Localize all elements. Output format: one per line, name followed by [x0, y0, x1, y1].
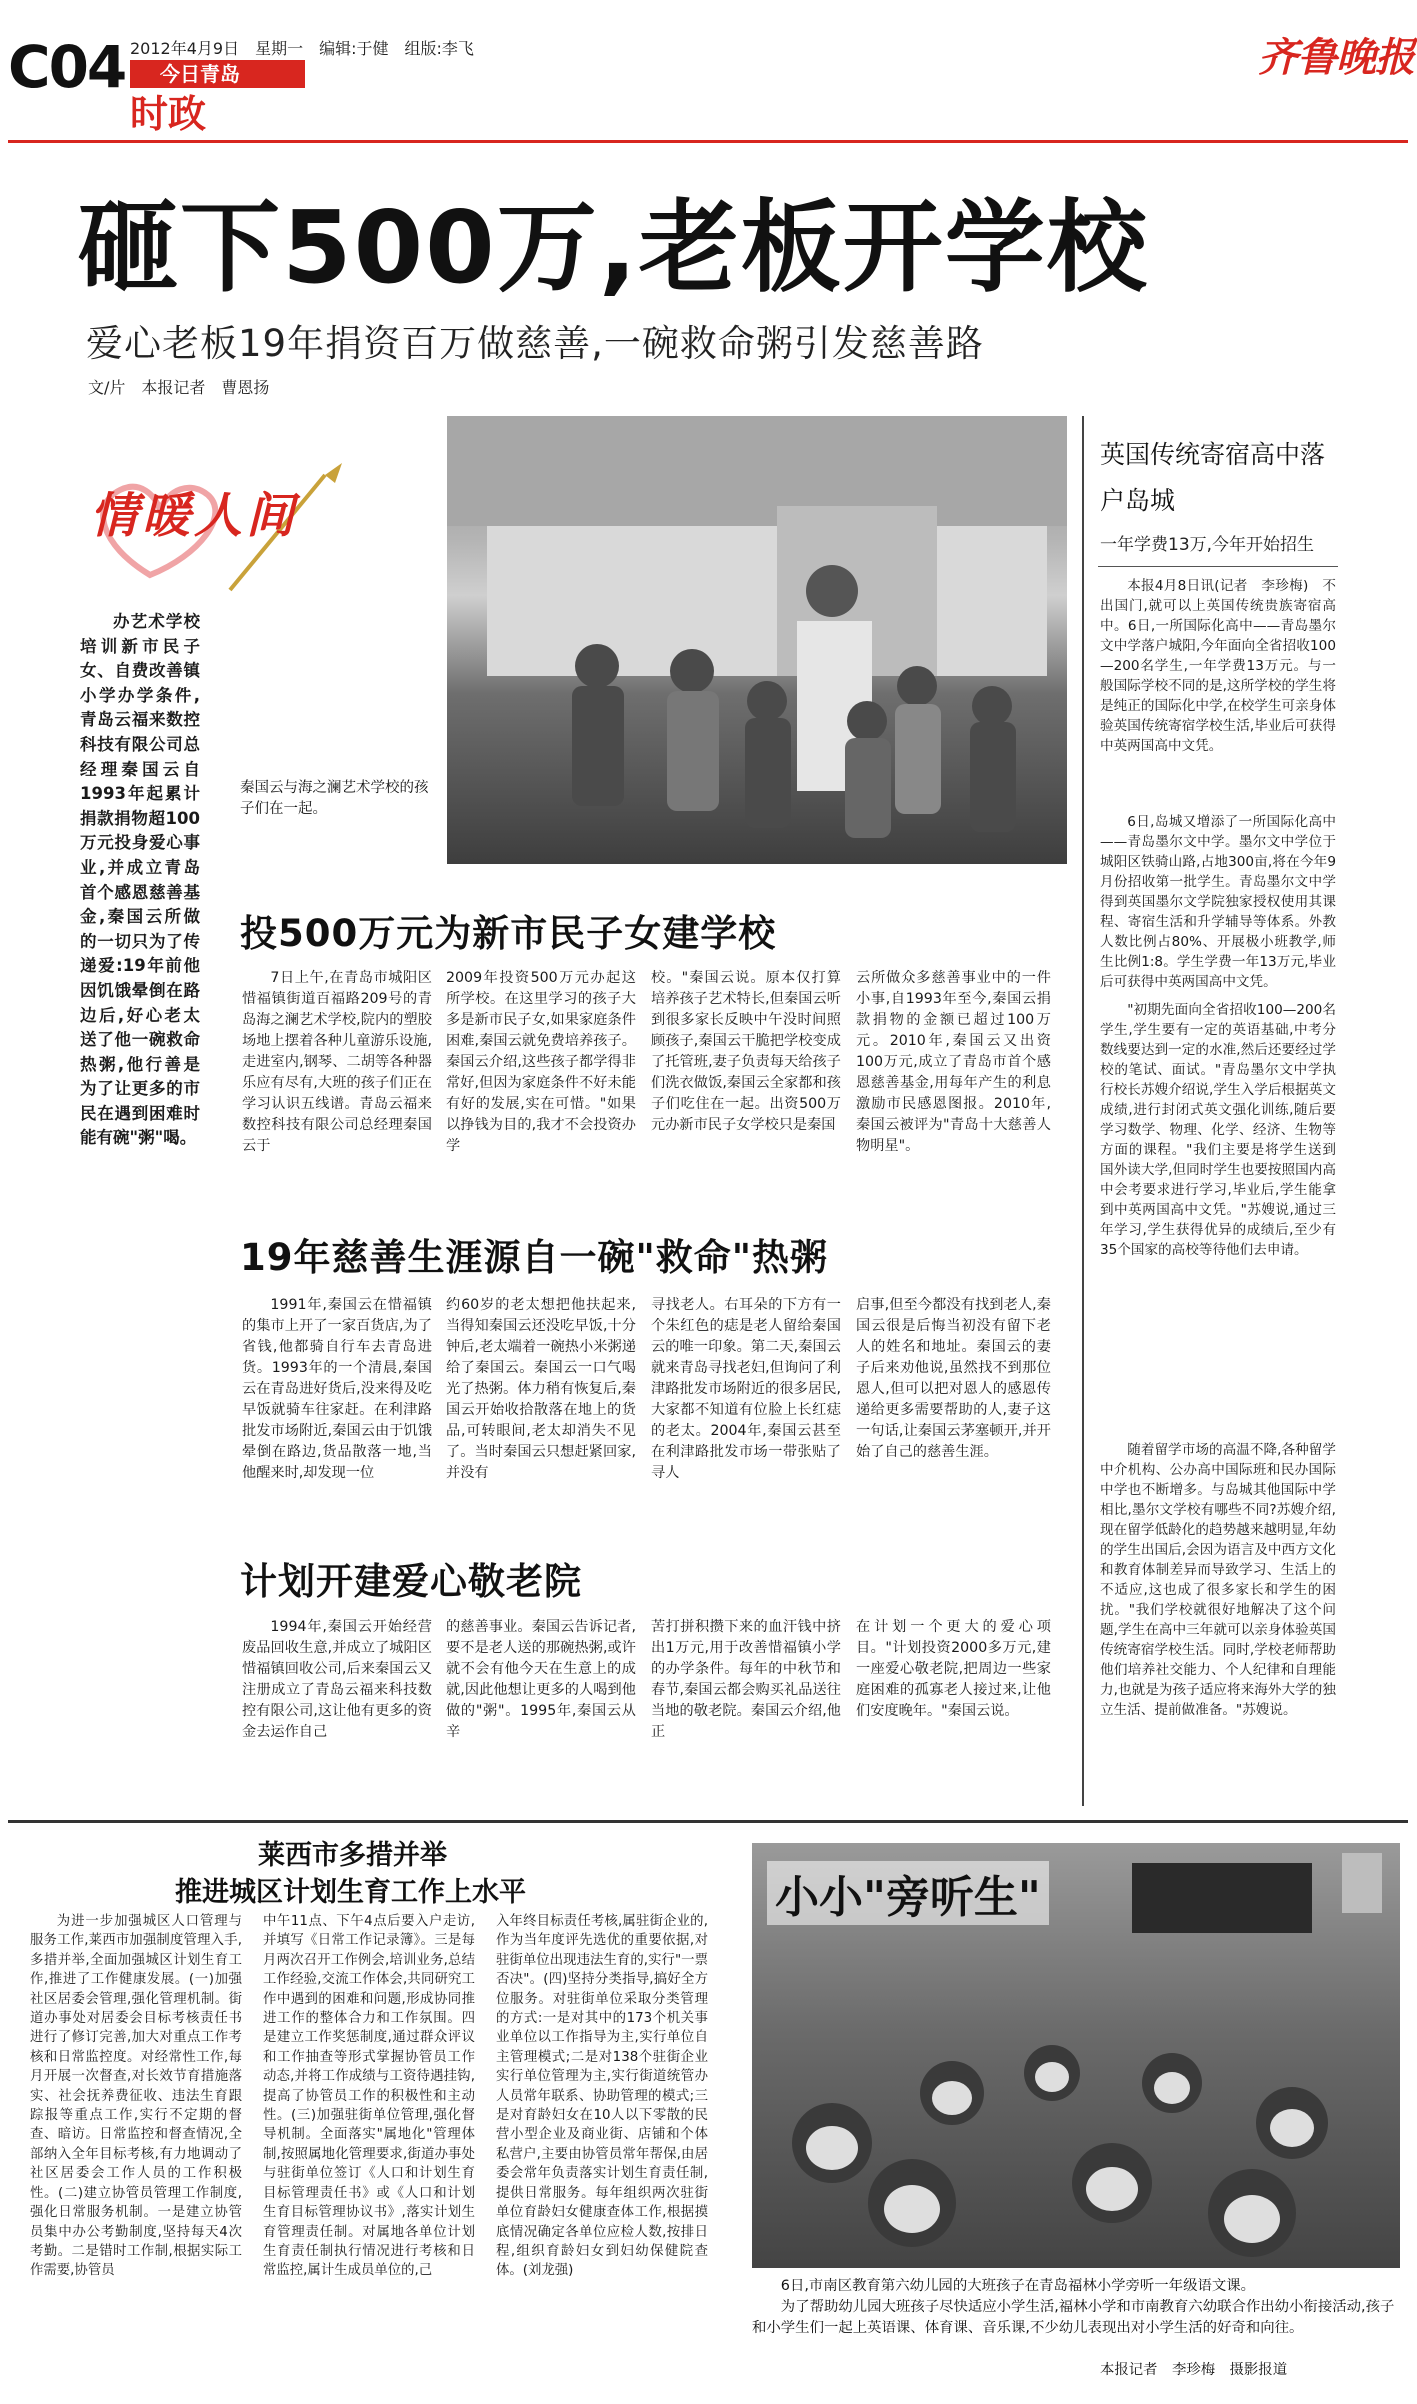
- intro-text: 办艺术学校培训新市民子女、自费改善镇小学办学条件,青岛云福来数控科技有限公司总经理秦国云自1993年起累计捐款捐物超100万元投身爱心事业,并成立青岛首个感恩慈善基金,秦国云所做的一切只为了传递爱:19年前他因饥饿晕倒在路边后,好心老太送了他一碗救命热粥,他行善是为了让更多的市民在遇到困难时能有碗"粥"喝。: [80, 612, 200, 1148]
- section1-col1: 7日上午,在青岛市城阳区惜福镇街道百福路209号的青岛海之澜艺术学校,院内的塑胶场地上摆着各种儿童游乐设施,走进室内,钢琴、二胡等各种器乐应有尽有,大班的孩子们正在学习认识五线谱。青岛云福来数控科技有限公司总经理秦国云于: [242, 970, 432, 1154]
- section2-col2: 约60岁的老太想把他扶起来,当得知秦国云还没吃早饭,十分钟后,老太端着一碗热小米粥递给了秦国云。秦国云一口气喝光了热粥。体力稍有恢复后,秦国云开始收拾散落在地上的货品,可转眼间,老太却消失不见了。当时秦国云只想赶紧回家,并没有: [446, 1297, 636, 1481]
- side-subtitle: 一年学费13万,今年开始招生: [1100, 535, 1315, 555]
- section1-col2: 2009年投资500万元办起这所学校。在这里学习的孩子大多是新市民子女,如果家庭条件困难,秦国云就免费培养孩子。秦国云介绍,这些孩子都学得非常好,但因为家庭条件不好未能有好的发展,实在可惜。"如果以挣钱为目的,我才不会投资办学: [446, 970, 636, 1154]
- photo-scene: [447, 416, 1067, 864]
- side-para2: 6日,岛城又增添了一所国际化高中——青岛墨尔文中学。墨尔文中学位于城阳区铁骑山路,占地300亩,将在今年9月份招收第一批学生。青岛墨尔文中学得到英国墨尔文学院独家授权使用其课程、寄宿生活和升学辅导等体系。外教人数比例占80%、开展极小班教学,师生比例1:8。学生学费一年13万元,毕业后可获得中英两国高中文凭。: [1100, 814, 1336, 990]
- column-logo-text: 情暖人间: [90, 488, 299, 544]
- section2-col3: 寻找老人。右耳朵的下方有一个朱红色的痣是老人留给秦国云的唯一印象。第二天,秦国云就来青岛寻找老妇,但询问了利津路批发市场附近的很多居民,大家都不知道有位脸上长红痣的老太。2004年,秦国云甚至在利津路批发市场一带张贴了寻人: [651, 1297, 841, 1481]
- section3-col1: 1994年,秦国云开始经营废品回收生意,并成立了城阳区惜福镇回收公司,后来秦国云又注册成立了青岛云福来科技数控有限公司,这让他有更多的资金去运作自己: [242, 1619, 432, 1740]
- bottom-left-col2: 中午11点、下午4点后要入户走访,并填写《日常工作记录簿》。三是每月两次召开工作例会,培训业务,总结工作经验,交流工作体会,共同研究工作中遇到的困难和问题,形成协同推进工作的整体合力和工作氛围。四是建立工作奖惩制度,通过群众评议和工作抽查等形式掌握协管员工作动态,并将工作成绩与工资待遇挂钩,提高了协管员工作的积极性和主动性。(三)加强驻街单位管理,强化督导机制。全面落实"属地化"管理体制,按照属地化管理要求,街道办事处与驻街单位签订《人口和计划生育目标管理责任书》或《人口和计划生育目标管理协议书》,落实计划生育管理责任制。对属地各单位计划生育责任制执行情况进行考核和日常监控,属计生成员单位的,己: [263, 1914, 475, 2279]
- section3-title: 计划开建爱心敬老院: [240, 1560, 582, 1603]
- classroom-caption2: 为了帮助幼儿园大班孩子尽快适应小学生活,福林小学和市南教育六幼联合作出幼小衔接活动,孩子和小学生们一起上英语课、体育课、音乐课,不少幼儿表现出对小学生活的好奇和向往。: [752, 2299, 1395, 2336]
- section2-col1: 1991年,秦国云在惜福镇的集市上开了一家百货店,为了省钱,他都骑自行车去青岛进货。1993年的一个清晨,秦国云在青岛进好货后,没来得及吃早饭就骑车往家赶。在利津路批发市场附近,秦国云由于饥饿晕倒在路边,货品散落一地,当他醒来时,却发现一位: [242, 1297, 432, 1481]
- section1-col4: 云所做众多慈善事业中的一件小事,自1993年至今,秦国云捐款捐物的金额已超过100万元。2010年,秦国云又出资100万元,成立了青岛市首个感恩慈善基金,用每年产生的利息激励市民感恩图报。2010年,秦国云被评为"青岛十大慈善人物明星"。: [856, 970, 1051, 1154]
- section2-col4: 启事,但至今都没有找到老人,秦国云很是后悔当初没有留下老人的姓名和地址。秦国云的妻子后来劝他说,虽然找不到那位恩人,但可以把对恩人的感恩传递给更多需要帮助的人,妻子这一句话,让秦国云茅塞顿开,并开始了自己的慈善生涯。: [856, 1297, 1051, 1460]
- byline: 文/片 本报记者 曹恩扬: [88, 378, 270, 397]
- classroom-caption1: 6日,市南区教育第六幼儿园的大班孩子在青岛福林小学旁听一年级语文课。: [780, 2278, 1256, 2294]
- side-para3: "初期先面向全省招收100—200名学生,学生要有一定的英语基础,中考分数线要达到一定的水准,然后还要经过学校的笔试、面试。"青岛墨尔文中学执行校长苏嫂介绍说,学生入学后根据英文成绩,进行封闭式英文强化训练,随后要学习数学、物理、化学、经济、生物等方面的课程。"我们主要是将学生送到国外读大学,但同时学生也要按照国内高中会考要求进行学习,毕业后,学生能拿到中英两国高中文凭。"苏嫂说,通过三年学习,学生获得优异的成绩后,至少有35个国家的高校等待他们去申请。: [1100, 1002, 1336, 1258]
- page-number: C04: [8, 33, 126, 101]
- section1-col3: 校。"秦国云说。原本仅打算培养孩子艺术特长,但秦国云听到很多家长反映中午没时间照顾孩子,秦国云干脆把学校变成了托管班,妻子负责每天给孩子们洗衣做饭,秦国云全家都和孩子们吃住在一起。出资500万元办新市民子女学校只是秦国: [651, 970, 841, 1133]
- classroom-credit: 本报记者 李珍梅 摄影报道: [1100, 2362, 1288, 2378]
- section1-title: 投500万元为新市民子女建学校: [240, 912, 777, 955]
- classroom-photo: [752, 1843, 1400, 2268]
- side-title: 英国传统寄宿高中落户岛城: [1100, 440, 1326, 515]
- bottom-left-title1: 莱西市多措并举: [258, 1840, 447, 1871]
- section-name: 时政: [130, 92, 207, 136]
- side-divider: [1082, 416, 1084, 1806]
- section3-col4: 在计划一个更大的爱心项目。"计划投资2000多万元,建一座爱心敬老院,把周边一些家庭困难的孤寡老人接过来,让他们安度晚年。"秦国云说。: [856, 1619, 1051, 1719]
- side-rule: [1098, 566, 1338, 567]
- bottom-left-col3: 入年终目标责任考核,属驻街企业的,作为当年度评先选优的重要依据,对驻街单位出现违法生育的,实行"一票否决"。(四)坚持分类指导,搞好全方位服务。对驻街单位采取分类管理的方式:一是对其中的173个机关事业单位以工作指导为主,实行单位自主管理模式;二是对138个驻街企业实行单位管理为主,实行街道统管办人员常年联系、协助管理的模式;三是对育龄妇女在10人以下零散的民营小型企业及商业街、店铺和个体私营户,主要由协管员常年帮保,由居委会常年负责落实计划生育责任制,提供日常服务。每年组织两次驻街单位育龄妇女健康查体工作,根据摸底情况确定各单位应检人数,按排日程,组织育龄妇女到妇幼保健院查体。(刘龙强): [496, 1914, 708, 2279]
- section3-col2: 的慈善事业。秦国云告诉记者,要不是老人送的那碗热粥,或许就不会有他今天在生意上的成就,因此他想让更多的人喝到他做的"粥"。1995年,秦国云从辛: [446, 1619, 636, 1740]
- subheadline: 爱心老板19年捐资百万做慈善,一碗救命粥引发慈善路: [86, 322, 984, 365]
- bottom-divider: [8, 1820, 1408, 1823]
- section-tag: 今日青岛: [130, 60, 305, 88]
- header-rule: [8, 140, 1408, 143]
- bottom-left-col1: 为进一步加强城区人口管理与服务工作,莱西市加强制度管理入手,多措并举,全面加强城区计划生育工作,推进了工作健康发展。(一)加强社区居委会管理,强化管理机制。街道办事处对居委会目标考核责任书进行了修订完善,加大对重点工作考核和日常监控度。对经常性工作,每月开展一次督查,对长效节育措施落实、社会抚养费征收、违法生育跟踪报等重点工作,实行不定期的督查、暗访。日常监控和督查情况,全部纳入全年目标考核,有力地调动了社区居委会工作人员的工作积极性。(二)建立协管员管理工作制度,强化日常服务机制。一是建立协管员集中办公考勤制度,坚持每天4次考勤。二是错时工作制,根据实际工作需要,协管员: [30, 1914, 242, 2279]
- section2-title: 19年慈善生涯源自一碗"救命"热粥: [240, 1236, 829, 1279]
- classroom-photo-title: 小小"旁听生": [767, 1861, 1049, 1925]
- side-para4: 随着留学市场的高温不降,各种留学中介机构、公办高中国际班和民办国际中学也不断增多。与岛城其他国际中学相比,墨尔文学校有哪些不同?苏嫂介绍,现在留学低龄化的趋势越来越明显,年幼的学生出国后,会因为语言及中西方文化和教育体制差异而导致学习、生活上的不适应,这也成了很多家长和学生的困扰。"我们学校就很好地解决了这个问题,学生在高中三年就可以亲身体验英国传统寄宿学校生活。同时,学校老师帮助他们培养社交能力、个人纪律和自理能力,也就是为孩子适应将来海外大学的独立生活、提前做准备。"苏嫂说。: [1100, 1442, 1336, 1718]
- section3-col3: 苦打拼积攒下来的血汗钱中挤出1万元,用于改善惜福镇小学的办学条件。每年的中秋节和春节,秦国云都会购买礼品送往当地的敬老院。秦国云介绍,他正: [651, 1619, 841, 1740]
- photo-caption: 秦国云与海之澜艺术学校的孩子们在一起。: [240, 780, 429, 817]
- bottom-left-title2: 推进城区计划生育工作上水平: [175, 1877, 526, 1908]
- side-para1: 本报4月8日讯(记者 李珍梅) 不出国门,就可以上英国传统贵族寄宿高中。6日,一所国际化高中——青岛墨尔文中学落户城阳,今年面向全省招收100—200名学生,一年学费13万元。与一般国际学校不同的是,这所学校的学生将是纯正的国际化中学,在校学生可亲身体验英国传统寄宿学校生活,毕业后可获得中英两国高中文凭。: [1100, 578, 1336, 754]
- date-line: 2012年4月9日 星期一 编辑:于健 组版:李飞: [130, 39, 474, 58]
- column-logo: [80, 455, 380, 605]
- masthead-logo: 齐鲁晚报: [1258, 34, 1414, 81]
- main-photo: [447, 416, 1067, 864]
- headline: 砸下500万,老板开学校: [78, 189, 1149, 306]
